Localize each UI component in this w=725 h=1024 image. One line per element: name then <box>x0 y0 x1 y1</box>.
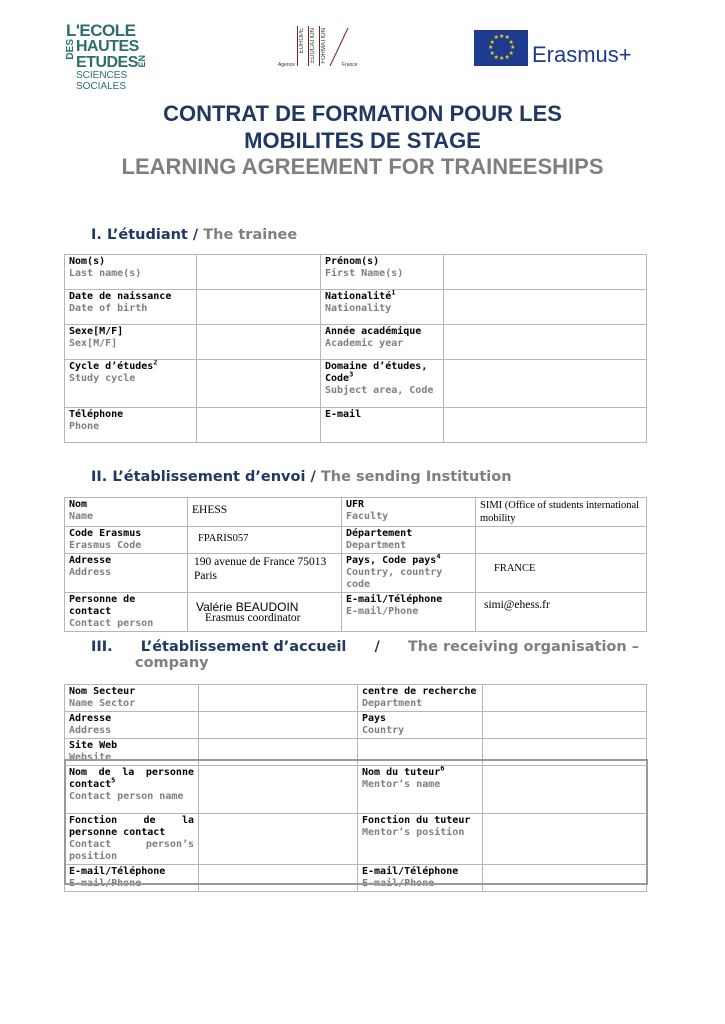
agence-logo-france: France <box>342 62 358 68</box>
label-cell: E-mail/Téléphone E-mail/Phone <box>342 593 476 632</box>
label-cell: Nom(s) Last name(s) <box>65 255 197 290</box>
eu-star-icon: ★ <box>499 33 505 40</box>
study-cycle-field[interactable] <box>197 360 321 408</box>
sex-field[interactable] <box>197 325 321 360</box>
birth-date-field[interactable] <box>197 290 321 325</box>
contact-position-field[interactable] <box>199 814 358 865</box>
label-cell: Département Department <box>342 527 476 554</box>
table-row <box>65 712 647 739</box>
section1-fr: L’étudiant <box>106 227 188 243</box>
label-cell: UFR Faculty <box>342 498 476 527</box>
label-cell: Nationalité$^1$ Nationality <box>321 290 444 325</box>
eu-star-icon: ★ <box>510 44 516 51</box>
section3-en: The receiving organisation – <box>407 639 639 655</box>
empty-field[interactable] <box>483 739 647 766</box>
contact-person-field[interactable]: Valérie BEAUDOIN <box>188 593 342 632</box>
eu-star-icon: ★ <box>504 34 510 42</box>
address-field[interactable]: 190 avenue de France 75013 Paris <box>188 554 342 593</box>
label-cell: Nom Name <box>65 498 188 527</box>
label-cell: Adresse Address <box>65 554 188 593</box>
label-cell: Pays, Code pays$^4$ Country, country code <box>342 554 476 593</box>
section3-fr: L’établissement d’accueil <box>140 639 347 655</box>
label-cell: Année académique Academic year <box>321 325 444 360</box>
eu-star-icon: ★ <box>499 55 505 62</box>
label-cell: Code Erasmus Erasmus Code <box>65 527 188 554</box>
label-cell: Cycle d’études$^2$ Study cycle <box>65 360 197 408</box>
host-country-field[interactable] <box>483 712 647 739</box>
table-row <box>65 554 647 593</box>
label-cell: Nom de la personne contact$^5$ Contact person name <box>65 766 199 814</box>
sector-name-field[interactable] <box>199 685 358 712</box>
table-row <box>65 290 647 325</box>
eu-star-icon: ★ <box>493 34 499 42</box>
first-name-field[interactable] <box>444 255 647 290</box>
website-field[interactable] <box>199 739 358 766</box>
ehess-logo <box>65 21 147 94</box>
label-cell: Sexe[M/F] Sex[M/F] <box>65 325 197 360</box>
ehess-logo-vert: DES <box>65 39 76 60</box>
receiving-organisation-table <box>64 684 647 892</box>
eu-flag-icon <box>474 30 528 66</box>
mentor-email-phone-field[interactable] <box>483 865 647 892</box>
contact-email-phone-field[interactable] <box>199 865 358 892</box>
section3-en2: company <box>135 655 209 671</box>
table-row <box>65 766 647 814</box>
eu-star-icon: ★ <box>504 53 510 61</box>
label-cell: Adresse Address <box>65 712 199 739</box>
eu-star-icon: ★ <box>508 49 514 57</box>
nationality-field[interactable] <box>444 290 647 325</box>
academic-year-field[interactable] <box>444 325 647 360</box>
label-cell: Téléphone Phone <box>65 408 197 443</box>
agence-logo-agence: Agence <box>278 62 295 68</box>
label-cell: Personne de contact Contact person <box>65 593 188 632</box>
section2-fr: L’établissement d’envoi <box>112 469 306 485</box>
label-cell: Nom Secteur Name Sector <box>65 685 199 712</box>
table-row <box>65 865 647 892</box>
label-cell: Site Web Website <box>65 739 199 766</box>
eu-star-icon: ★ <box>508 38 514 46</box>
ehess-logo-vert2: EN <box>136 55 147 68</box>
subject-area-field[interactable] <box>444 360 647 408</box>
section1-en: The trainee <box>203 227 298 243</box>
label-cell: Fonction de la personne contact Contact person’s position <box>65 814 199 865</box>
table-row <box>65 325 647 360</box>
title-fr-line1: CONTRAT DE FORMATION POUR LES <box>163 101 562 126</box>
ehess-logo-line5: SOCIALES <box>76 80 127 92</box>
label-cell: E-mail/Téléphone E-mail/Phone <box>358 865 483 892</box>
phone-field[interactable] <box>197 408 321 443</box>
eu-star-icon: ★ <box>489 49 495 57</box>
table-row <box>65 360 647 408</box>
title-en: LEARNING AGREEMENT FOR TRAINEESHIPS <box>121 154 604 179</box>
ehess-logo-line2: HAUTES <box>76 38 139 55</box>
label-cell: centre de recherche Department <box>358 685 483 712</box>
section1-sep: / <box>192 227 199 243</box>
section3-heading <box>91 639 639 671</box>
sending-institution-table <box>64 497 647 632</box>
contact-email-field[interactable]: simi@ehess.fr <box>476 593 647 632</box>
host-department-field[interactable] <box>483 685 647 712</box>
ehess-logo-line4: SCIENCES <box>76 70 128 81</box>
table-row <box>65 739 647 766</box>
section2-sep: / <box>310 469 316 485</box>
agence-logo-formation: FORMATION <box>321 28 327 64</box>
eu-star-icon: ★ <box>489 38 495 46</box>
section1-num: I. <box>91 227 102 243</box>
section1-heading <box>91 227 297 243</box>
trainee-table <box>64 254 647 443</box>
title-fr-line2: MOBILITES DE STAGE <box>244 128 481 153</box>
label-cell: Domaine d’études, Code$^3$ Subject area, Code <box>321 360 444 408</box>
faculty-field[interactable]: SIMI (Office of students international mobility <box>476 498 647 527</box>
label-cell: Prénom(s) First Name(s) <box>321 255 444 290</box>
label-cell: Fonction du tuteur Mentor’s position <box>358 814 483 865</box>
section3-num: III. <box>91 639 113 655</box>
label-cell: E-mail <box>321 408 444 443</box>
label-cell: Date de naissance Date of birth <box>65 290 197 325</box>
erasmus-plus-logo: Erasmus+ <box>532 42 632 67</box>
section2-heading <box>91 469 512 485</box>
table-row <box>65 593 647 632</box>
label-cell: E-mail/Téléphone E-mail/Phone <box>65 865 199 892</box>
table-row <box>65 255 647 290</box>
mentor-name-field[interactable] <box>483 766 647 814</box>
section2-num: II. <box>91 469 108 485</box>
label-cell: Nom du tuteur$^6$ Mentor’s name <box>358 766 483 814</box>
ehess-logo-line3: ETUDES <box>76 54 138 71</box>
mentor-position-field[interactable] <box>483 814 647 865</box>
erasmus-code-field[interactable]: FPARIS057 <box>188 527 342 554</box>
section2-en: The sending Institution <box>320 469 512 485</box>
last-name-field[interactable] <box>197 255 321 290</box>
institution-name-field[interactable]: EHESS <box>188 498 342 527</box>
ehess-logo-line1: L'ECOLE <box>66 21 136 40</box>
eu-star-icon: ★ <box>488 44 494 51</box>
label-cell <box>358 739 483 766</box>
agence-logo-europe: EUROPE <box>299 28 305 54</box>
contact-role: Erasmus coordinator <box>205 612 301 624</box>
table-row <box>65 814 647 865</box>
country-field[interactable]: FRANCE <box>476 554 647 593</box>
host-address-field[interactable] <box>199 712 358 739</box>
contact-name-field[interactable] <box>199 766 358 814</box>
table-row <box>65 685 647 712</box>
table-row <box>65 527 647 554</box>
table-row <box>65 498 647 527</box>
eu-star-icon: ★ <box>493 53 499 61</box>
email-field[interactable] <box>444 408 647 443</box>
department-field[interactable] <box>476 527 647 554</box>
agence-logo-education: EDUCATION <box>310 28 316 63</box>
section3-sep: / <box>374 639 380 655</box>
label-cell: Pays Country <box>358 712 483 739</box>
table-row <box>65 408 647 443</box>
agence-logo <box>276 26 376 70</box>
